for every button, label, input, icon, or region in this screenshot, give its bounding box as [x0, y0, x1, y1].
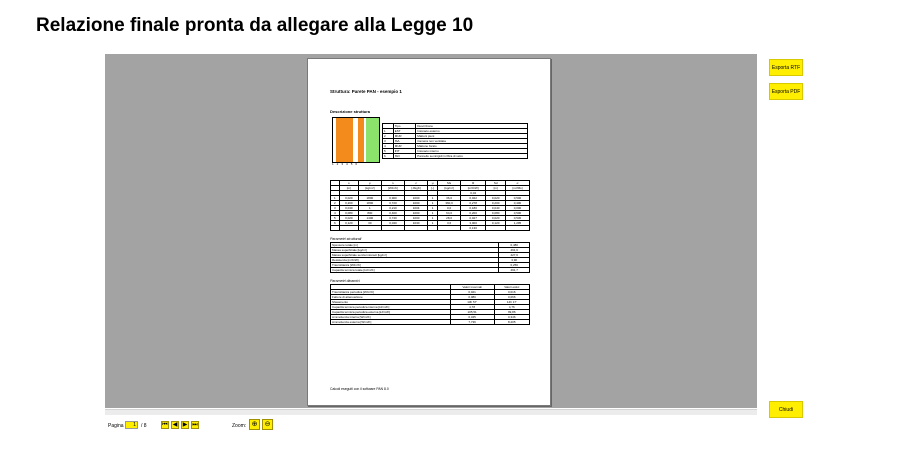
props-cell: [kg/m²]	[438, 186, 461, 191]
props-cell: 0,200	[460, 211, 486, 216]
dyn-cell: 14h 17'	[494, 300, 529, 305]
layer-number: 1	[332, 162, 334, 166]
dyn-cell: Fattore di attenuazione	[331, 295, 451, 300]
props-cell: 1000	[405, 211, 428, 216]
props-cell: 0,000	[505, 206, 529, 211]
props-cell: 0,400	[381, 211, 405, 216]
properties-table	[330, 180, 530, 231]
dyn-cell: 0,345	[450, 315, 494, 320]
props-cell: 0,900	[381, 196, 405, 201]
props-cell: 1	[427, 201, 437, 206]
props-cell	[339, 226, 358, 231]
props-cell	[359, 226, 382, 231]
props-cell: 1	[427, 206, 437, 211]
props-cell	[438, 226, 461, 231]
layer-cell: Mattoni pieni	[416, 134, 528, 139]
layer-numbers	[332, 162, 378, 166]
props-cell: [m²/Ms]	[505, 186, 529, 191]
section-struct-title: Parametri strutturali	[330, 237, 362, 241]
layer-number: 4	[346, 162, 348, 166]
props-cell: 0,278	[460, 201, 486, 206]
props-cell	[405, 226, 428, 231]
props-cell: 0,080	[486, 211, 505, 216]
props-cell: 1400	[359, 216, 382, 221]
props-cell: 0,210	[381, 206, 405, 211]
struct-cell: Massa superficiale senza intonaci [kg/m²]	[331, 253, 499, 258]
layer-2	[336, 118, 354, 162]
last-page-icon: ⏭	[192, 422, 198, 428]
layer-table	[382, 123, 528, 159]
props-cell: [J/kgK]	[405, 186, 428, 191]
dyn-cell: Sfasamento	[331, 300, 451, 305]
props-cell: 0,120	[339, 221, 358, 226]
props-cell: 0,500	[505, 211, 529, 216]
prev-page-button[interactable]	[171, 421, 179, 429]
layer-cell: 2	[383, 134, 394, 139]
props-cell: 0,180	[460, 206, 486, 211]
props-cell: 0,027	[460, 216, 486, 221]
props-cell: 0,022	[460, 196, 486, 201]
props-cell: 28,0	[438, 216, 461, 221]
dyn-row	[331, 320, 530, 325]
struct-cell: 0,256	[499, 263, 530, 268]
props-cell: 0,020	[339, 216, 358, 221]
props-cell: Sd	[486, 181, 505, 186]
dyn-cell: Capacità termica periodica interna [kJ/m²K]	[331, 305, 451, 310]
struct-cell: 491,6	[499, 248, 530, 253]
props-cell: 3	[331, 206, 340, 211]
next-page-button[interactable]	[181, 421, 189, 429]
dyn-cell: Capacità termica periodica esterna [kJ/m²K]	[331, 310, 451, 315]
props-cell: [m²K/W]	[460, 186, 486, 191]
layer-cell: ISA	[393, 139, 416, 144]
props-cell	[427, 226, 437, 231]
props-cell: 0,400	[505, 201, 529, 206]
props-cell: 3,6	[438, 221, 461, 226]
report-heading: Struttura: Parete PAN - esempio 1	[330, 89, 402, 94]
layer-diagram	[332, 117, 380, 163]
struct-cell: 427,6	[499, 253, 530, 258]
page-total: / 8	[141, 423, 147, 429]
props-cell	[486, 226, 505, 231]
horizontal-scrollbar[interactable]	[105, 409, 757, 415]
props-cell: 30	[359, 221, 382, 226]
props-cell: α	[505, 181, 529, 186]
dyn-cell: Ammettenza esterna [W/m²K]	[331, 320, 451, 325]
page-number-input[interactable]: 1	[125, 421, 138, 429]
props-cell: Ms	[438, 181, 461, 186]
prev-page-icon: ◀	[172, 422, 178, 428]
props-cell: 0,020	[339, 196, 358, 201]
props-cell: 0,020	[486, 196, 505, 201]
page-title: Relazione finale pronta da allegare alla Legge 10	[36, 15, 474, 36]
struct-cell: 3,90	[499, 258, 530, 263]
layer-6	[366, 118, 379, 162]
props-cell: 0,720	[381, 201, 405, 206]
structural-table	[330, 242, 530, 273]
dyn-cell: 0,080	[450, 295, 494, 300]
last-page-button[interactable]	[191, 421, 199, 429]
layer-cell: Tipo	[393, 124, 416, 129]
props-cell: 3,000	[460, 221, 486, 226]
props-cell: c	[405, 181, 428, 186]
props-cell: μ	[427, 181, 437, 186]
props-cell: 0,130	[460, 226, 486, 231]
struct-cell: Trasmittanza [W/m²K]	[331, 263, 499, 268]
props-cell: [-]	[427, 186, 437, 191]
export-rtf-button[interactable]: Esporta RTF	[769, 59, 803, 76]
props-cell: [kg/m³]	[359, 186, 382, 191]
layer-cell: EST	[393, 129, 416, 134]
layer-cell: INT	[393, 149, 416, 154]
close-button[interactable]: Chiudi	[769, 401, 803, 418]
next-page-icon: ▶	[182, 422, 188, 428]
props-cell: 360,0	[438, 201, 461, 206]
props-cell: 1	[359, 206, 382, 211]
layer-cell: Pannello semirigidi in fibra di vetro	[416, 154, 528, 159]
props-cell: 1000	[405, 196, 428, 201]
props-cell: 0,040	[486, 206, 505, 211]
layer-cell: 5	[383, 149, 394, 154]
dyn-cell: 4,78	[450, 305, 494, 310]
props-cell: λ	[381, 181, 405, 186]
zoom-out-button[interactable]	[262, 419, 273, 430]
props-cell: s	[339, 181, 358, 186]
props-cell: 0,040	[339, 206, 358, 211]
layer-cell: MUR	[393, 144, 416, 149]
props-cell: 0,0	[438, 206, 461, 211]
dyn-cell: Valori invernali	[450, 285, 494, 290]
layer-cell: Camera non ventilata	[416, 139, 528, 144]
struct-cell: 491,7	[499, 268, 530, 273]
struct-cell: 0,480	[499, 243, 530, 248]
props-cell: 1004	[405, 206, 428, 211]
layer-cell: Intonaco esterno	[416, 129, 528, 134]
report-page	[307, 58, 551, 406]
props-cell: 36,0	[438, 196, 461, 201]
props-cell: [W/mK]	[381, 186, 405, 191]
section-description-title: Descrizione struttura	[330, 109, 371, 114]
layer-cell: 1	[383, 129, 394, 134]
first-page-icon: ⏮	[162, 422, 168, 428]
props-cell: 1	[427, 216, 437, 221]
props-cell: 1	[331, 196, 340, 201]
layer-cell: 6	[383, 154, 394, 159]
props-cell: R	[460, 181, 486, 186]
layer-number: 3	[341, 162, 344, 166]
props-cell: 0,080	[339, 211, 358, 216]
props-cell: 0,740	[381, 216, 405, 221]
props-cell: 1000	[405, 216, 428, 221]
struct-cell: Massa superficiale [kg/m²]	[331, 248, 499, 253]
dyn-cell: 0,016	[494, 290, 529, 295]
props-cell	[505, 226, 529, 231]
props-cell: 1,295	[505, 221, 529, 226]
props-cell: 64,0	[438, 211, 461, 216]
props-cell: [m]	[486, 186, 505, 191]
props-cell: 1800	[359, 196, 382, 201]
dyn-cell: 4,76	[494, 305, 529, 310]
props-row	[331, 226, 530, 231]
props-cell: 0,04	[460, 191, 486, 196]
report-footer: Calcoli eseguiti con il software PAN 8.0	[330, 387, 389, 391]
props-cell: 1030	[405, 221, 428, 226]
first-page-button[interactable]	[161, 421, 169, 429]
zoom-in-icon: ⊕	[251, 421, 258, 428]
props-cell: 0,500	[505, 196, 529, 201]
dynamic-table	[330, 284, 530, 325]
dyn-cell: Valori estivi	[494, 285, 529, 290]
layer-number: 2	[336, 162, 339, 166]
props-cell: 0,200	[339, 201, 358, 206]
struct-cell: Capacità termica totale [kJ/m²K]	[331, 268, 499, 273]
zoom-in-button[interactable]	[249, 419, 260, 430]
props-cell: 0,120	[486, 221, 505, 226]
dyn-cell: Ammettenza interna [W/m²K]	[331, 315, 451, 320]
report-viewer[interactable]	[105, 54, 757, 408]
section-dynamic-title: Parametri dinamici	[330, 279, 360, 283]
props-cell: 5	[331, 216, 340, 221]
export-pdf-button[interactable]: Esporta PDF	[769, 83, 803, 100]
layer-cell: Mattone forato	[416, 144, 528, 149]
layer-cell: 4	[383, 144, 394, 149]
zoom-label: Zoom:	[232, 423, 247, 429]
props-cell: 0,020	[486, 216, 505, 221]
struct-row	[331, 268, 530, 273]
props-cell: 800	[359, 211, 382, 216]
props-cell	[381, 226, 405, 231]
struct-cell: Spessore totale [m]	[331, 243, 499, 248]
dyn-cell: 8,205	[494, 320, 529, 325]
props-cell: 1	[427, 211, 437, 216]
layer-cell: Intonaco interno	[416, 149, 528, 154]
props-cell: 1	[427, 196, 437, 201]
zoom-out-icon: ⊖	[264, 421, 271, 428]
props-cell: ρ	[359, 181, 382, 186]
dyn-cell: 0,066	[494, 295, 529, 300]
dyn-cell: 13h 57'	[450, 300, 494, 305]
dyn-cell: 105,51	[450, 310, 494, 315]
props-cell: 1	[427, 221, 437, 226]
layer-cell: 3	[383, 139, 394, 144]
props-cell: 0,200	[486, 201, 505, 206]
navigation-bar	[105, 419, 405, 433]
props-cell: 2	[331, 201, 340, 206]
layer-cell: ISO	[393, 154, 416, 159]
layer-number: 5	[350, 162, 353, 166]
dyn-cell: 7,736	[450, 320, 494, 325]
props-cell: 0,040	[381, 221, 405, 226]
props-cell: 6	[331, 221, 340, 226]
layer-number: 6	[355, 162, 358, 166]
dyn-cell: Trasmittanza periodica [W/m²K]	[331, 290, 451, 295]
props-cell	[331, 226, 340, 231]
props-cell: 0,530	[505, 216, 529, 221]
dyn-cell: 99,86	[494, 310, 529, 315]
props-cell: [m]	[339, 186, 358, 191]
props-cell: 1000	[405, 201, 428, 206]
layer-row	[383, 154, 528, 159]
props-cell: 1800	[359, 201, 382, 206]
props-cell: 4	[331, 211, 340, 216]
layer-cell: MUR	[393, 134, 416, 139]
dyn-cell: 0,346	[494, 315, 529, 320]
page-label: Pagina	[108, 423, 124, 429]
struct-cell: Resistenza [m²K/W]	[331, 258, 499, 263]
layer-cell: Descrizione	[416, 124, 528, 129]
dyn-cell: 0,021	[450, 290, 494, 295]
